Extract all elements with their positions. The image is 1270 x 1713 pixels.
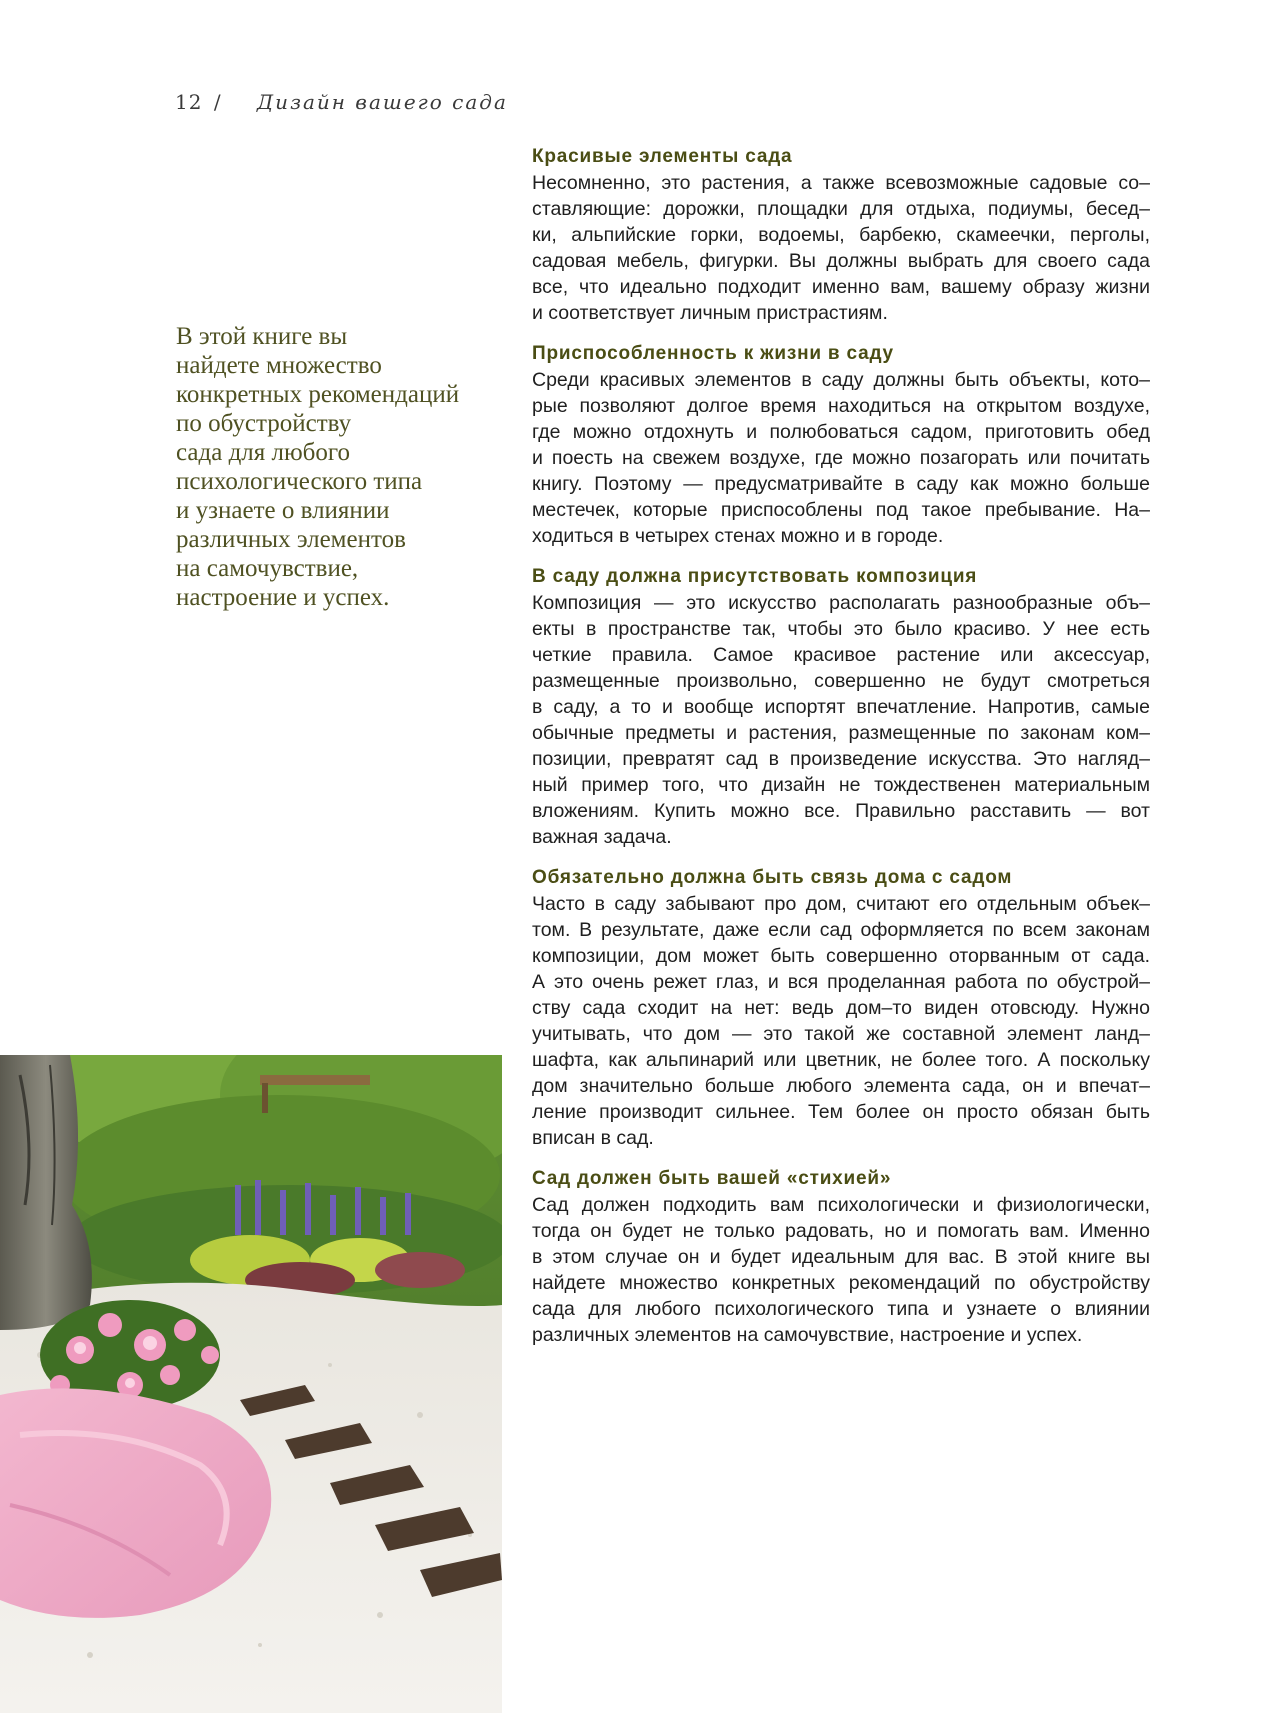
- text-line: ству сада сходит на нет: ведь дом–то виден отовсюду. Нужно: [532, 997, 1150, 1019]
- text-line: ки, альпийские горки, водоемы, барбекю, скамеечки, перголы,: [532, 224, 1150, 246]
- section-heading: Красивые элементы сада: [532, 146, 793, 167]
- text-line: ление производит сильнее. Тем более он просто обязан быть: [532, 1101, 1150, 1123]
- text-line: шафта, как альпинарий или цветник, не более того. А поскольку: [532, 1049, 1150, 1071]
- text-line: и поесть на свежем воздухе, где можно позагорать или почитать: [532, 447, 1150, 469]
- text-line: екты в пространстве так, чтобы это было красиво. У нее есть: [532, 618, 1150, 640]
- text-line: том. В результате, даже если сад оформляется по всем законам: [532, 919, 1150, 941]
- section-beautiful-elements: [532, 144, 1150, 326]
- text-line: рые позволяют долгое время находиться на открытом воздухе,: [532, 395, 1150, 417]
- pullquote-line: конкретных рекомендаций: [176, 381, 460, 408]
- section-heading: Приспособленность к жизни в саду: [532, 343, 894, 364]
- pullquote-line: настроение и успех.: [176, 584, 390, 611]
- text-line: в саду, а то и вообще испортят впечатление. Напротив, самые: [532, 696, 1150, 718]
- section-adaptation: [532, 341, 1150, 549]
- text-line: найдете множество конкретных рекомендаций по обустройству: [532, 1272, 1150, 1294]
- section-heading: Обязательно должна быть связь дома с садом: [532, 867, 1013, 888]
- text-line: четкие правила. Самое красивое растение или аксессуар,: [532, 644, 1150, 666]
- text-line: вложениям. Купить можно все. Правильно расставить — вот: [532, 800, 1150, 822]
- text-line: композиции, дом может быть совершенно оторванным от сада.: [532, 945, 1150, 967]
- text-line: местечек, которые приспособлены под такое пребывание. На–: [532, 499, 1150, 521]
- text-line: сада для любого психологического типа и узнаете о влиянии: [532, 1298, 1150, 1320]
- page-number: 12: [175, 90, 203, 114]
- pullquote-line: на самочувствие,: [176, 555, 359, 582]
- text-line: ходиться в четырех стенах можно и в городе.: [532, 525, 944, 547]
- text-line: Сад должен подходить вам психологически и физиологически,: [532, 1194, 1150, 1216]
- text-line: различных элементов на самочувствие, настроение и успех.: [532, 1324, 1083, 1346]
- section-composition: [532, 564, 1150, 850]
- pullquote-line: В этой книге вы: [176, 323, 348, 350]
- text-line: А это очень режет глаз, и вся проделанная работа по обустрой–: [532, 971, 1150, 993]
- text-line: размещенные произвольно, совершенно не будут смотреться: [532, 670, 1150, 692]
- text-line: важная задача.: [532, 826, 672, 848]
- pullquote-line: различных элементов: [176, 526, 406, 553]
- pullquote-line: по обустройству: [176, 410, 352, 437]
- text-line: тогда он будет не только радовать, но и помогать вам. Именно: [532, 1220, 1150, 1242]
- text-line: вписан в сад.: [532, 1127, 654, 1149]
- text-line: Среди красивых элементов в саду должны быть объекты, кото–: [532, 369, 1150, 391]
- text-line: учитывать, что дом — это такой же составной элемент ланд–: [532, 1023, 1150, 1045]
- text-line: садовая мебель, фигурки. Вы должны выбрать для своего сада: [532, 250, 1150, 272]
- pullquote-line: сада для любого: [176, 439, 351, 466]
- pullquote-line: найдете множество: [176, 352, 382, 379]
- section-heading: Сад должен быть вашей «стихией»: [532, 1168, 892, 1189]
- text-line: обычные предметы и растения, размещенные по законам ком–: [532, 722, 1150, 744]
- section-your-element: [532, 1166, 1150, 1348]
- text-line: Часто в саду забывают про дом, считают его отдельным объек–: [532, 893, 1150, 915]
- running-head: [175, 90, 508, 114]
- text-line: где можно отдохнуть и полюбоваться садом, приготовить обед: [532, 421, 1150, 443]
- text-line: Композиция — это искусство располагать разнообразные объ–: [532, 592, 1150, 614]
- separator: /: [213, 90, 222, 114]
- text-line: Несомненно, это растения, а также всевозможные садовые со–: [532, 172, 1150, 194]
- text-line: ставляющие: дорожки, площадки для отдыха, подиумы, бесед–: [532, 198, 1150, 220]
- pullquote: [176, 322, 496, 612]
- book-title: Дизайн вашего сада: [256, 90, 508, 114]
- pullquote-line: психологического типа: [176, 468, 423, 495]
- garden-path-photo: [0, 1055, 502, 1713]
- main-text: [532, 144, 1150, 1363]
- text-line: и соответствует личным пристрастиям.: [532, 302, 888, 324]
- text-line: все, что идеально подходит именно вам, вашему образу жизни: [532, 276, 1150, 298]
- text-line: в этом случае он и будет идеальным для вас. В этой книге вы: [532, 1246, 1150, 1268]
- section-heading: В саду должна присутствовать композиция: [532, 566, 978, 587]
- text-line: ный пример того, что дизайн не тождественен материальным: [532, 774, 1150, 796]
- section-house-garden-link: [532, 865, 1150, 1151]
- pullquote-line: и узнаете о влиянии: [176, 497, 390, 524]
- text-line: позиции, превратят сад в произведение искусства. Это нагляд–: [532, 748, 1150, 770]
- text-line: книгу. Поэтому — предусматривайте в саду как можно больше: [532, 473, 1150, 495]
- text-line: дом значительно больше любого элемента сада, он и впечат–: [532, 1075, 1150, 1097]
